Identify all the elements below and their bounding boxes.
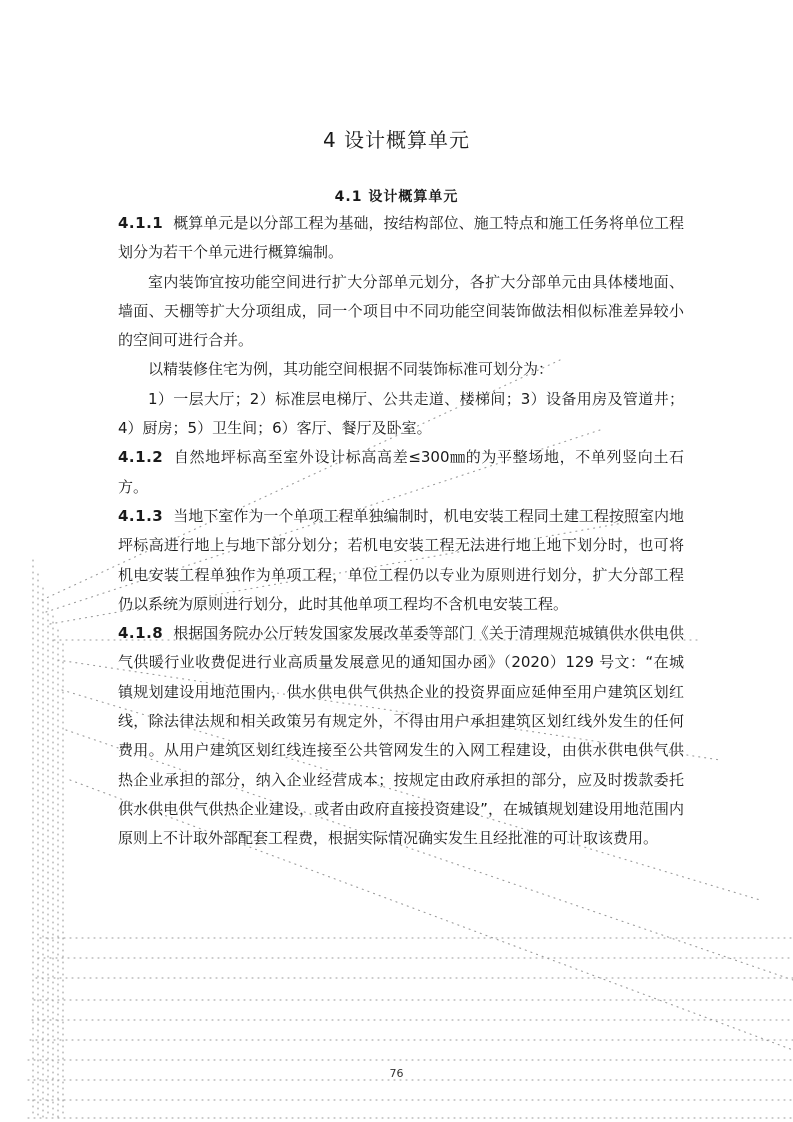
section-title: 4.1 设计概算单元 xyxy=(334,189,459,205)
clause-number: 4.1.1 xyxy=(118,214,164,232)
clause-number: 4.1.3 xyxy=(118,506,164,525)
paragraph-4-1-1 xyxy=(118,209,684,268)
paragraph-4-1-3 xyxy=(118,502,684,619)
clause-number: 4.1.2 xyxy=(118,448,164,467)
paragraph-4-1-8 xyxy=(118,619,684,853)
paragraph-text: 室内装饰宜按功能空间进行扩大分部单元划分，各扩大分部单元由具体楼地面、墙面、天棚等扩大分项组成，同一个项目中不同功能空间装饰做法相似标准差异较小的空间可进行合并。 xyxy=(118,272,684,350)
paragraph-interior-division xyxy=(118,268,684,356)
paragraph-example-intro xyxy=(118,355,684,384)
paragraph-4-1-2 xyxy=(118,443,684,502)
paragraph-text: 当地下室作为一个单项工程单独编制时，机电安装工程同土建工程按照室内地坪标高进行地上与地下部分划分；若机电安装工程无法进行地上地下划分时，也可将机电安装工程单独作为单项工程，单位工程仍以专业为原则进行划分，扩大分部工程仍以系统为原则进行划分，此时其他单项工程均不含机电安装工程。 xyxy=(118,506,684,613)
body-text xyxy=(118,209,684,854)
paragraph-text: 概算单元是以分部工程为基础，按结构部位、施工特点和施工任务将单位工程划分为若干个单元进行概算编制。 xyxy=(118,214,684,262)
paragraph-text: 以精装修住宅为例，其功能空间根据不同装饰标准可划分为： xyxy=(148,360,554,379)
clause-number: 4.1.8 xyxy=(118,624,164,643)
paragraph-space-list xyxy=(118,385,684,444)
page-number: 76 xyxy=(389,1067,404,1080)
paragraph-text: 1）一层大厅；2）标准层电梯厅、公共走道、楼梯间；3）设备用房及管道井；4）厨房；5）卫生间；6）客厅、餐厅及卧室。 xyxy=(118,389,684,438)
chapter-title: 4 设计概算单元 xyxy=(322,128,471,152)
paragraph-text: 自然地坪标高至室外设计标高高差≤300㎜的为平整场地，不单列竖向土石方。 xyxy=(118,448,684,496)
paragraph-text: 根据国务院办公厅转发国家发展改革委等部门《关于清理规范城镇供水供电供气供暖行业收费促进行业高质量发展意见的通知国办函》（2020）129 号文：“在城镇规划建设用地范围内，供水供电供气供热企业的投资界面应延伸至用户建筑区划红线，除法律法规和相关政策另有规定外，不得由用户承担建筑区划红线外发生的任何费用。从用户建筑区划红线连接至公共管网发生的入网工程建设，由供水供电供气供热企业承担的部分，纳入企业经营成本；按规定由政府承担的部分，应及时拨款委托供水供电供气供热企业建设，或者由政府直接投资建设”，在城镇规划建设用地范围内原则上不计取外部配套工程费，根据实际情况确实发生且经批准的可计取该费用。 xyxy=(118,624,684,848)
